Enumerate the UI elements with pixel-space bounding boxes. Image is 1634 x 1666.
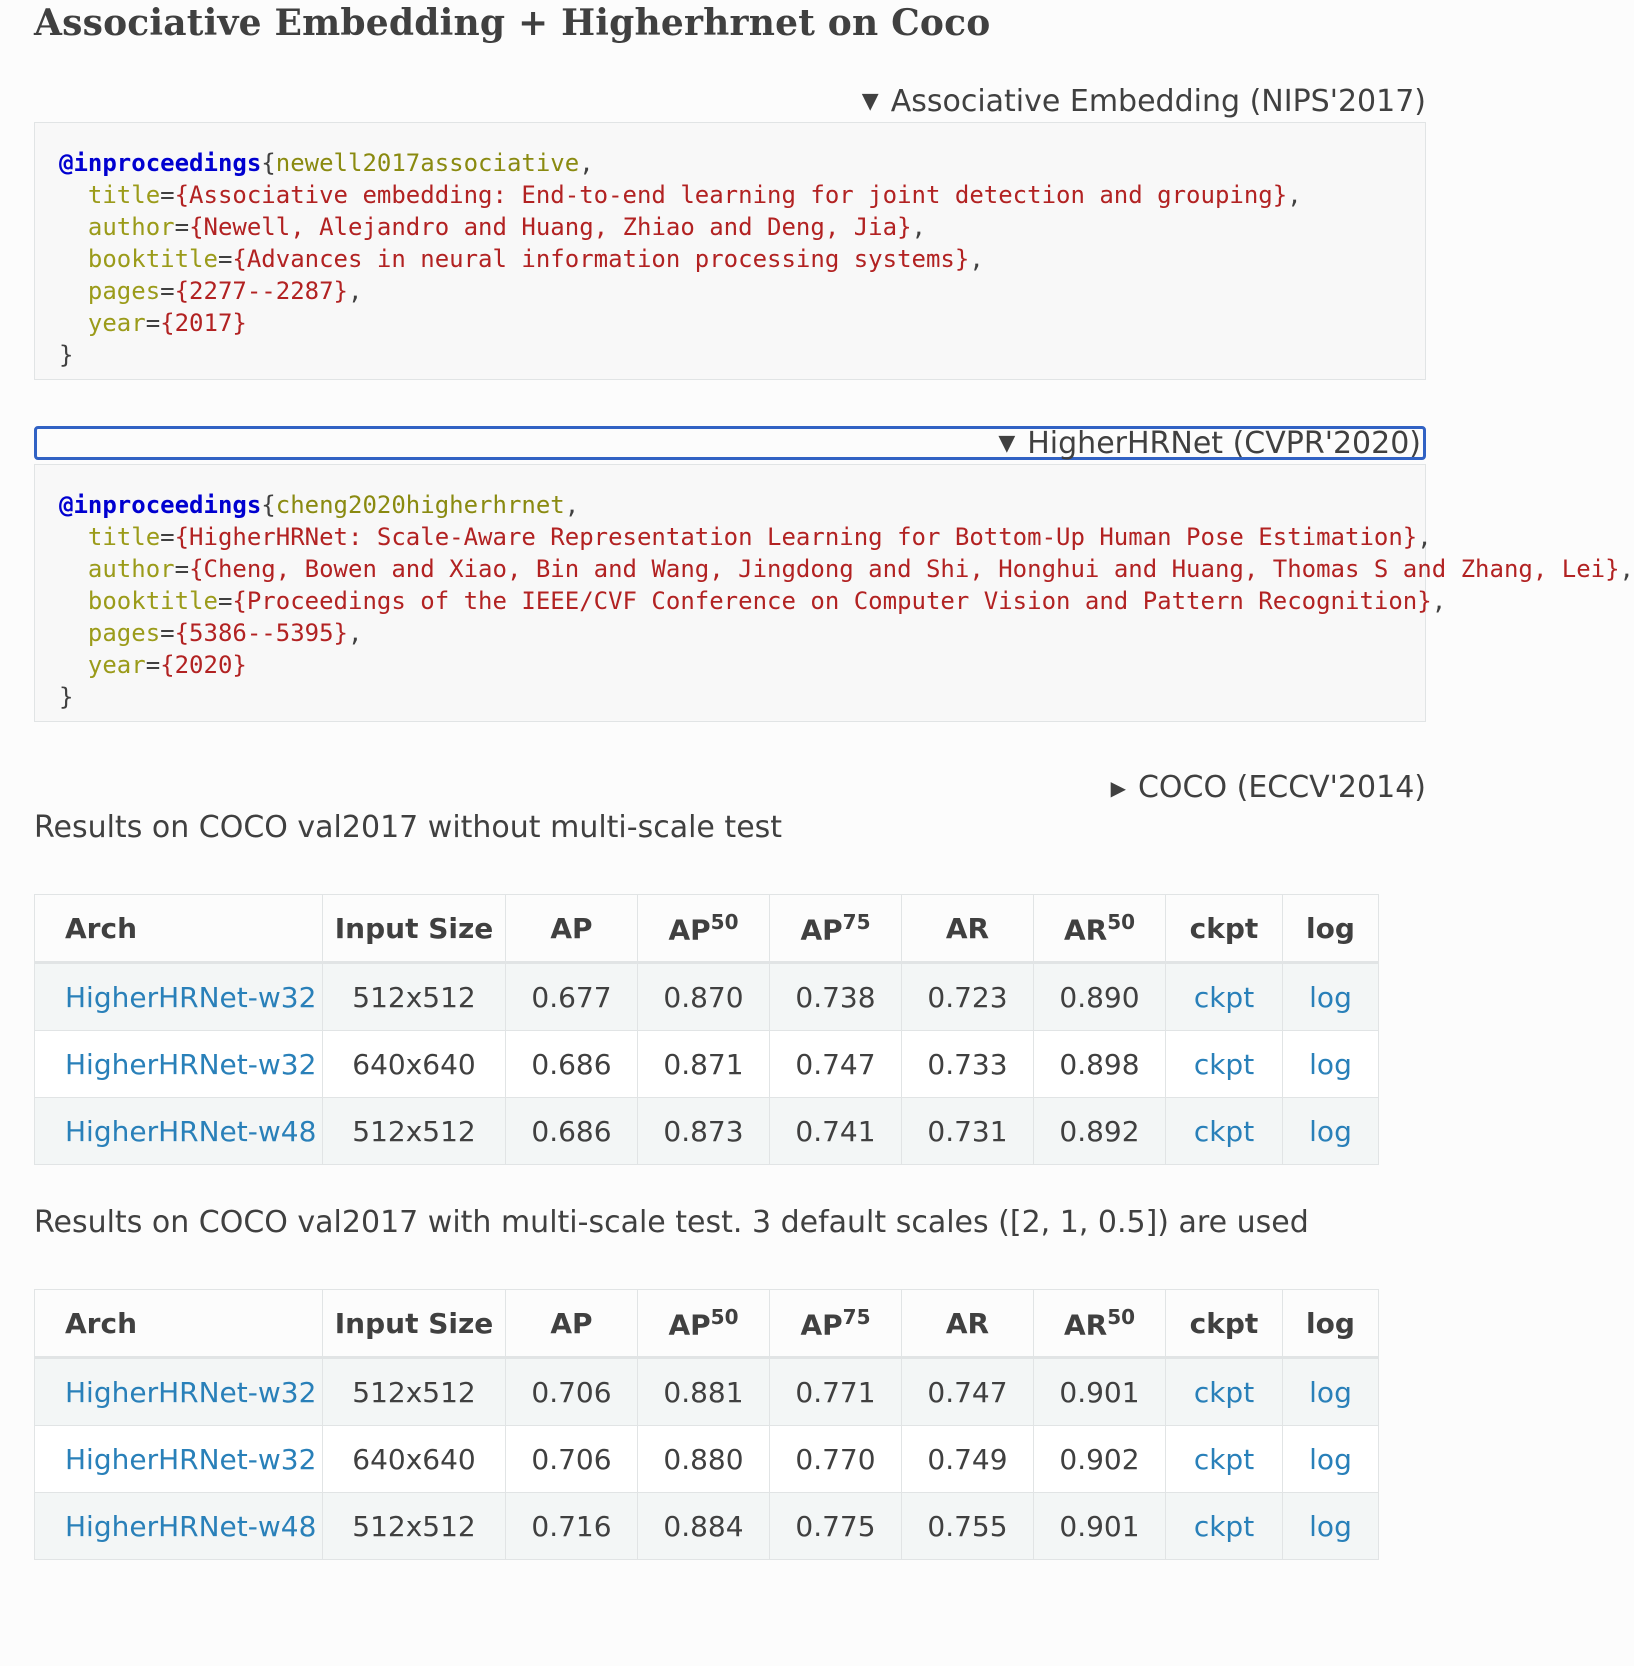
input-size-cell: 512x512 xyxy=(323,1358,506,1426)
header-input-size: Input Size xyxy=(323,1290,506,1358)
log-cell xyxy=(1283,1031,1379,1098)
ckpt-cell xyxy=(1166,1426,1283,1493)
arch-cell xyxy=(35,1098,323,1165)
bibtex-block xyxy=(34,122,1426,380)
ap50-cell: 0.880 xyxy=(638,1426,770,1493)
ap75-cell: 0.771 xyxy=(770,1358,902,1426)
bibtex-field-value: {2020} xyxy=(160,651,247,679)
ap50-cell: 0.881 xyxy=(638,1358,770,1426)
log-cell xyxy=(1283,1426,1379,1493)
dataset-summary-coco[interactable] xyxy=(1111,770,1426,805)
header-input-size: Input Size xyxy=(323,895,506,963)
header-ckpt: ckpt xyxy=(1166,1290,1283,1358)
ar50-cell: 0.892 xyxy=(1034,1098,1166,1165)
ckpt-link[interactable]: ckpt xyxy=(1193,1442,1255,1476)
results-table-wrapper xyxy=(34,1289,1426,1560)
arch-cell xyxy=(35,1426,323,1493)
log-cell xyxy=(1283,1098,1379,1165)
results-caption: Results on COCO val2017 without multi-scale test xyxy=(34,810,783,845)
arch-link[interactable]: HigherHRNet-w48 xyxy=(65,1114,317,1148)
input-size-cell: 512x512 xyxy=(323,1098,506,1165)
ap-cell: 0.706 xyxy=(506,1358,638,1426)
table-header-row xyxy=(35,1290,1379,1358)
bibtex-field-value: {Associative embedding: End-to-end learning for joint detection and grouping} xyxy=(174,181,1288,209)
ap50-cell: 0.871 xyxy=(638,1031,770,1098)
ckpt-cell xyxy=(1166,1493,1283,1560)
citation-summary-associative-embedding[interactable] xyxy=(862,84,1426,119)
citation-summary-label: Associative Embedding (NIPS'2017) xyxy=(890,84,1426,119)
ar-cell: 0.723 xyxy=(902,963,1034,1031)
results-table xyxy=(34,1289,1379,1560)
ap75-cell: 0.770 xyxy=(770,1426,902,1493)
log-link[interactable]: log xyxy=(1309,1442,1352,1476)
log-link[interactable]: log xyxy=(1309,1114,1352,1148)
page-title: Associative Embedding + Higherhrnet on Coco xyxy=(34,2,991,44)
bibtex-field-name: author xyxy=(87,555,175,583)
results-table-wrapper xyxy=(34,894,1426,1165)
ap75-cell: 0.738 xyxy=(770,963,902,1031)
ap50-cell: 0.873 xyxy=(638,1098,770,1165)
ckpt-cell xyxy=(1166,1031,1283,1098)
citation-summary-higherhrnet[interactable] xyxy=(34,426,1426,460)
bibtex-field-value: {Proceedings of the IEEE/CVF Conference on Computer Vision and Pattern Recognition} xyxy=(232,587,1432,615)
header-ar: AR xyxy=(902,895,1034,963)
bibtex-field-name: author xyxy=(87,213,175,241)
arch-link[interactable]: HigherHRNet-w32 xyxy=(65,1047,317,1081)
bibtex-field-value: {HigherHRNet: Scale-Aware Representation Learning for Bottom-Up Human Pose Estimation} xyxy=(174,523,1418,551)
ckpt-link[interactable]: ckpt xyxy=(1193,1509,1255,1543)
header-ap75: AP$^{75}$ xyxy=(770,895,902,963)
ckpt-cell xyxy=(1166,963,1283,1031)
log-link[interactable]: log xyxy=(1309,980,1352,1014)
ckpt-link[interactable]: ckpt xyxy=(1193,1375,1255,1409)
table-header-row xyxy=(35,895,1379,963)
header-log: log xyxy=(1283,895,1379,963)
log-link[interactable]: log xyxy=(1309,1375,1352,1409)
input-size-cell: 512x512 xyxy=(323,1493,506,1560)
bibtex-field-value: {Advances in neural information processing systems} xyxy=(232,245,970,273)
ap75-cell: 0.747 xyxy=(770,1031,902,1098)
ap75-cell: 0.775 xyxy=(770,1493,902,1560)
header-arch: Arch xyxy=(35,1290,323,1358)
ckpt-cell xyxy=(1166,1358,1283,1426)
header-ar: AR xyxy=(902,1290,1034,1358)
bibtex-code: @inproceedings{newell2017associative, title={Associative embedding: End-to-end learning for joint detection and grouping}, author={Newell, Alejandro and Huang, Zhiao and Deng, Jia}, booktitle={Advances in neural information processing systems}, pages={2277--2287}, year={2017} } xyxy=(59,149,1302,369)
bibtex-key: newell2017associative xyxy=(275,149,580,177)
arch-cell xyxy=(35,963,323,1031)
ar50-cell: 0.902 xyxy=(1034,1426,1166,1493)
input-size-cell: 640x640 xyxy=(323,1426,506,1493)
ar-cell: 0.733 xyxy=(902,1031,1034,1098)
bibtex-field-name: pages xyxy=(87,619,161,647)
ap-cell: 0.716 xyxy=(506,1493,638,1560)
ar50-cell: 0.898 xyxy=(1034,1031,1166,1098)
bibtex-field-value: {2017} xyxy=(160,309,247,337)
ar-cell: 0.755 xyxy=(902,1493,1034,1560)
bibtex-field-value: {Cheng, Bowen and Xiao, Bin and Wang, Jingdong and Shi, Honghui and Huang, Thomas S and Zhang, Lei} xyxy=(189,555,1620,583)
triangle-down-icon: ▼ xyxy=(861,89,879,114)
header-ap: AP xyxy=(506,895,638,963)
table-row xyxy=(35,1098,1379,1165)
ckpt-link[interactable]: ckpt xyxy=(1193,980,1255,1014)
ckpt-cell xyxy=(1166,1098,1283,1165)
header-ap50: AP$^{50}$ xyxy=(638,895,770,963)
triangle-down-icon: ▼ xyxy=(998,430,1016,456)
ap-cell: 0.706 xyxy=(506,1426,638,1493)
dataset-summary-label: COCO (ECCV'2014) xyxy=(1137,770,1426,805)
bibtex-block xyxy=(34,464,1634,722)
log-link[interactable]: log xyxy=(1309,1047,1352,1081)
arch-link[interactable]: HigherHRNet-w48 xyxy=(65,1509,317,1543)
results-table xyxy=(34,894,1379,1165)
triangle-right-icon: ▶ xyxy=(1110,775,1126,800)
arch-link[interactable]: HigherHRNet-w32 xyxy=(65,980,317,1014)
ckpt-link[interactable]: ckpt xyxy=(1193,1114,1255,1148)
table-row xyxy=(35,963,1379,1031)
bibtex-type: @inproceedings xyxy=(59,491,262,519)
header-ar50: AR$^{50}$ xyxy=(1034,895,1166,963)
bibtex-field-name: year xyxy=(87,309,146,337)
bibtex-field-value: {2277--2287} xyxy=(174,277,348,305)
ar50-cell: 0.901 xyxy=(1034,1493,1166,1560)
results-caption: Results on COCO val2017 with multi-scale test. 3 default scales ([2, 1, 0.5]) are used xyxy=(34,1205,1309,1240)
ap-cell: 0.686 xyxy=(506,1031,638,1098)
input-size-cell: 640x640 xyxy=(323,1031,506,1098)
arch-link[interactable]: HigherHRNet-w32 xyxy=(65,1442,317,1476)
table-row xyxy=(35,1493,1379,1560)
bibtex-field-name: year xyxy=(87,651,146,679)
log-link[interactable]: log xyxy=(1309,1509,1352,1543)
arch-cell xyxy=(35,1031,323,1098)
bibtex-key: cheng2020higherhrnet xyxy=(275,491,565,519)
bibtex-field-name: title xyxy=(87,181,161,209)
log-cell xyxy=(1283,963,1379,1031)
ar50-cell: 0.890 xyxy=(1034,963,1166,1031)
ap50-cell: 0.884 xyxy=(638,1493,770,1560)
bibtex-field-name: booktitle xyxy=(87,587,218,615)
ar-cell: 0.747 xyxy=(902,1358,1034,1426)
input-size-cell: 512x512 xyxy=(323,963,506,1031)
header-ap50: AP$^{50}$ xyxy=(638,1290,770,1358)
ap-cell: 0.677 xyxy=(506,963,638,1031)
bibtex-field-name: title xyxy=(87,523,161,551)
ap50-cell: 0.870 xyxy=(638,963,770,1031)
bibtex-field-value: {5386--5395} xyxy=(174,619,348,647)
table-row xyxy=(35,1358,1379,1426)
ap75-cell: 0.741 xyxy=(770,1098,902,1165)
header-ap: AP xyxy=(506,1290,638,1358)
log-cell xyxy=(1283,1358,1379,1426)
header-ar50: AR$^{50}$ xyxy=(1034,1290,1166,1358)
log-cell xyxy=(1283,1493,1379,1560)
ap-cell: 0.686 xyxy=(506,1098,638,1165)
arch-cell xyxy=(35,1493,323,1560)
arch-cell xyxy=(35,1358,323,1426)
ar50-cell: 0.901 xyxy=(1034,1358,1166,1426)
arch-link[interactable]: HigherHRNet-w32 xyxy=(65,1375,317,1409)
header-arch: Arch xyxy=(35,895,323,963)
bibtex-field-name: booktitle xyxy=(87,245,218,273)
bibtex-code: @inproceedings{cheng2020higherhrnet, title={HigherHRNet: Scale-Aware Representation Learning for Bottom-Up Human Pose Estimation}, author={Cheng, Bowen and Xiao, Bin and Wang, Jingdong and Shi, Honghui and Huang, Thomas S and Zhang, Lei}, booktitle={Proceedings of the IEEE/CVF Conference on Computer Vision and Pattern Recognition}, pages={5386--5395}, year={2020} } xyxy=(59,491,1634,711)
table-row xyxy=(35,1031,1379,1098)
table-row xyxy=(35,1426,1379,1493)
header-ckpt: ckpt xyxy=(1166,895,1283,963)
bibtex-type: @inproceedings xyxy=(59,149,262,177)
ar-cell: 0.731 xyxy=(902,1098,1034,1165)
ckpt-link[interactable]: ckpt xyxy=(1193,1047,1255,1081)
header-log: log xyxy=(1283,1290,1379,1358)
bibtex-field-name: pages xyxy=(87,277,161,305)
ar-cell: 0.749 xyxy=(902,1426,1034,1493)
header-ap75: AP$^{75}$ xyxy=(770,1290,902,1358)
bibtex-field-value: {Newell, Alejandro and Huang, Zhiao and Deng, Jia} xyxy=(189,213,912,241)
citation-summary-label: HigherHRNet (CVPR'2020) xyxy=(1027,425,1421,461)
